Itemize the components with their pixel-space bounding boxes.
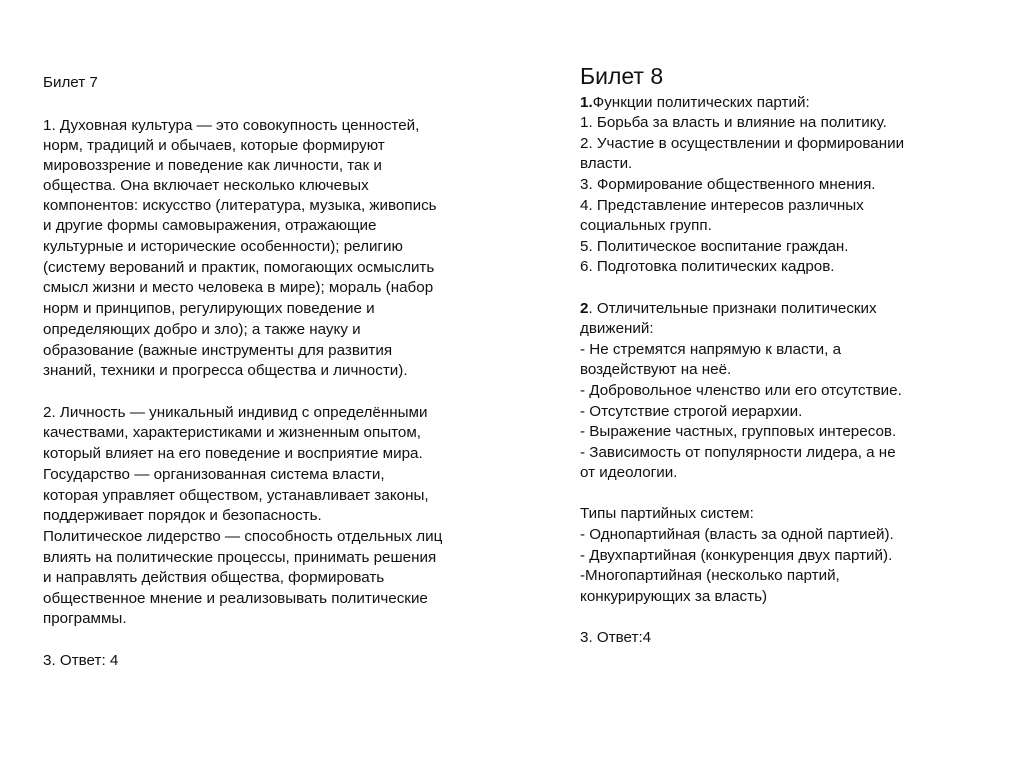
- ticket-8-line: Типы партийных систем:: [580, 505, 754, 522]
- question-1-text: Функции политических партий:: [592, 94, 810, 111]
- ticket-7-line: образование (важные инструменты для развития: [43, 342, 393, 359]
- ticket-7-line: общества. Она включает несколько ключевых: [43, 177, 369, 194]
- ticket-8-line: - Двухпартийная (конкуренция двух партий).: [580, 547, 893, 564]
- ticket-8-line: социальных групп.: [580, 217, 712, 234]
- ticket-8-line: 3. Формирование общественного мнения.: [580, 176, 876, 193]
- ticket-7-line: качествами, характеристиками и жизненным опытом,: [43, 424, 422, 441]
- ticket-8-line: 1. Борьба за власть и влияние на политику.: [580, 114, 887, 131]
- question-2-number: 2: [580, 300, 589, 317]
- ticket-7-line: и направлять действия общества, формировать: [43, 569, 385, 586]
- ticket-7-line: и другие формы самовыражения, отражающие: [43, 217, 377, 234]
- ticket-8-line: 5. Политическое воспитание граждан.: [580, 238, 849, 255]
- ticket-7-line: смысл жизни и место человека в мире); мораль (набор: [43, 279, 434, 296]
- ticket-8-line: - Однопартийная (власть за одной партией).: [580, 526, 894, 543]
- question-2-text: . Отличительные признаки политических: [588, 300, 877, 317]
- ticket-7-line: 2. Личность — уникальный индивид с определёнными: [43, 404, 428, 421]
- ticket-7-line: программы.: [43, 610, 127, 627]
- ticket-7-line: (систему верований и практик, помогающих осмыслить: [43, 259, 435, 276]
- ticket-7-line: определяющих добро и зло); а также науку и: [43, 321, 361, 338]
- ticket-7-line: общественное мнение и реализовывать политические: [43, 590, 428, 607]
- ticket-8-answer: 3. Ответ:4: [580, 629, 652, 646]
- ticket-8-line: воздействуют на неё.: [580, 361, 732, 378]
- ticket-7-line: норм и принципов, регулирующих поведение и: [43, 300, 375, 317]
- ticket-8-line: 6. Подготовка политических кадров.: [580, 258, 835, 275]
- ticket-7-line: норм, традиций и обычаев, которые формируют: [43, 137, 385, 154]
- ticket-8-line: - Выражение частных, групповых интересов.: [580, 423, 897, 440]
- ticket-8-question-2: [580, 299, 877, 319]
- ticket-8-line: движений:: [580, 320, 654, 337]
- ticket-7-line: Политическое лидерство — способность отдельных лиц: [43, 528, 443, 545]
- ticket-7-line: компонентов: искусство (литература, музыка, живопись: [43, 197, 437, 214]
- ticket-8-line: от идеологии.: [580, 464, 678, 481]
- question-1-number: 1.: [580, 94, 593, 111]
- ticket-7-answer: 3. Ответ: 4: [43, 652, 119, 669]
- ticket-8-line: - Отсутствие строгой иерархии.: [580, 403, 803, 420]
- ticket-7-title: Билет 7: [43, 74, 98, 91]
- ticket-7-line: Государство — организованная система власти,: [43, 466, 385, 483]
- ticket-8-line: - Зависимость от популярности лидера, а не: [580, 444, 896, 461]
- ticket-7-line: 1. Духовная культура — это совокупность ценностей,: [43, 117, 420, 134]
- ticket-7-line: культурные и исторические особенности); религию: [43, 238, 403, 255]
- ticket-8-line: 4. Представление интересов различных: [580, 197, 864, 214]
- ticket-8-line: 2. Участие в осуществлении и формировании: [580, 135, 905, 152]
- ticket-8-line: - Не стремятся напрямую к власти, а: [580, 341, 842, 358]
- ticket-7-line: мировоззрение и поведение как личности, так и: [43, 157, 382, 174]
- ticket-8-line: власти.: [580, 155, 633, 172]
- ticket-8-question-1: [580, 93, 810, 113]
- ticket-8-title: Билет 8: [580, 63, 664, 89]
- ticket-7-line: который влияет на его поведение и восприятие мира.: [43, 445, 423, 462]
- ticket-7-line: которая управляет обществом, устанавливает законы,: [43, 487, 429, 504]
- ticket-7-line: влиять на политические процессы, принимать решения: [43, 549, 437, 566]
- ticket-8-line: - Добровольное членство или его отсутствие.: [580, 382, 902, 399]
- ticket-7-line: поддерживает порядок и безопасность.: [43, 507, 322, 524]
- ticket-8-line: -Многопартийная (несколько партий,: [580, 567, 840, 584]
- ticket-7-line: знаний, техники и прогресса общества и личности).: [43, 362, 408, 379]
- ticket-8-line: конкурирующих за власть): [580, 588, 768, 605]
